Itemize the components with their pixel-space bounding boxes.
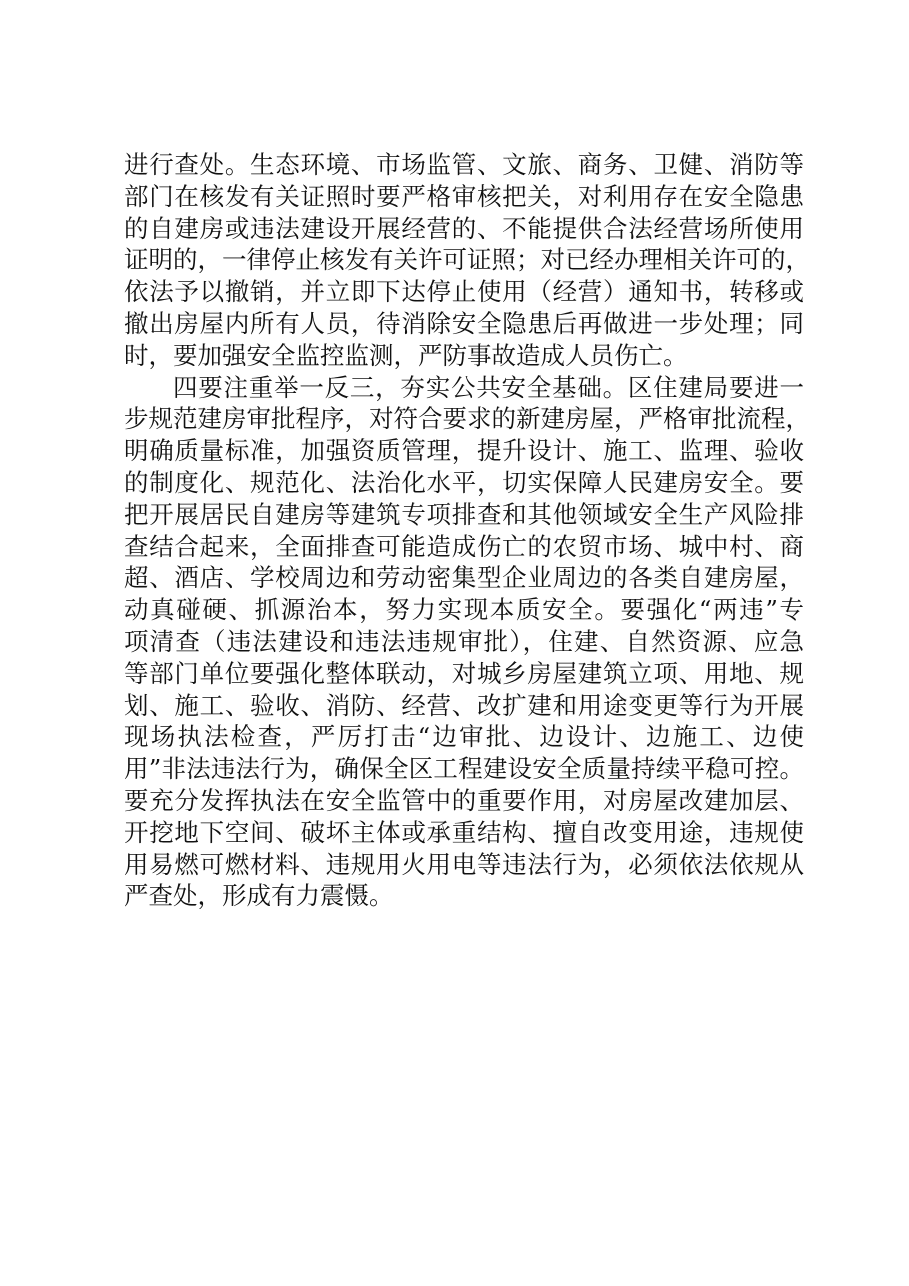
paragraph-line: 撤出房屋内所有人员，待消除安全隐患后再做进一步处理；同 [124,308,804,338]
paragraph-line: 步规范建房审批程序，对符合要求的新建房屋，严格审批流程， [124,404,810,434]
paragraph-line: 项清查（违法建设和违法违规审批），住建、自然资源、应急 [124,626,804,656]
paragraph-line: 划、施工、验收、消防、经营、改扩建和用途变更等行为开展 [124,690,804,720]
paragraph-line: 动真碰硬、抓源治本，努力实现本质安全。要强化“两违”专 [124,595,804,625]
paragraph-1 [124,149,810,372]
paragraph-line: 用易燃可燃材料、违规用火用电等违法行为，必须依法依规从 [124,849,804,879]
paragraph-line: 等部门单位要强化整体联动，对城乡房屋建筑立项、用地、规 [124,658,804,688]
paragraph-2 [124,372,810,913]
paragraph-line: 查结合起来，全面排查可能造成伤亡的农贸市场、城中村、商 [124,531,804,561]
paragraph-line: 用”非法违法行为，确保全区工程建设安全质量持续平稳可控。 [124,754,804,784]
paragraph-line: 依法予以撤销，并立即下达停止使用（经营）通知书，转移或 [124,277,804,307]
paragraph-line: 严查处，形成有力震慑。 [124,881,394,911]
paragraph-line: 时，要加强安全监控监测，严防事故造成人员伤亡。 [124,340,688,370]
paragraph-line: 的制度化、规范化、法治化水平，切实保障人民建房安全。要 [124,467,804,497]
paragraph-line: 的自建房或违法建设开展经营的、不能提供合法经营场所使用 [124,213,804,243]
document-body [124,149,810,912]
paragraph-line: 要充分发挥执法在安全监管中的重要作用，对房屋改建加层、 [124,785,804,815]
paragraph-line: 超、酒店、学校周边和劳动密集型企业周边的各类自建房屋， [124,563,804,593]
paragraph-line: 四要注重举一反三，夯实公共安全基础。区住建局要进一 [173,372,804,402]
paragraph-line: 开挖地下空间、破坏主体或承重结构、擅自改变用途，违规使 [124,817,804,847]
paragraph-line: 进行查处。生态环境、市场监管、文旅、商务、卫健、消防等 [124,150,804,179]
paragraph-line: 现场执法检查，严厉打击“边审批、边设计、边施工、边使 [124,722,804,752]
paragraph-line: 证明的，一律停止核发有关许可证照；对已经办理相关许可的， [124,245,810,275]
paragraph-line: 部门在核发有关证照时要严格审核把关，对利用存在安全隐患 [124,181,804,211]
paragraph-line: 把开展居民自建房等建筑专项排查和其他领域安全生产风险排 [124,499,804,529]
paragraph-line: 明确质量标准，加强资质管理，提升设计、施工、监理、验收 [124,436,804,466]
